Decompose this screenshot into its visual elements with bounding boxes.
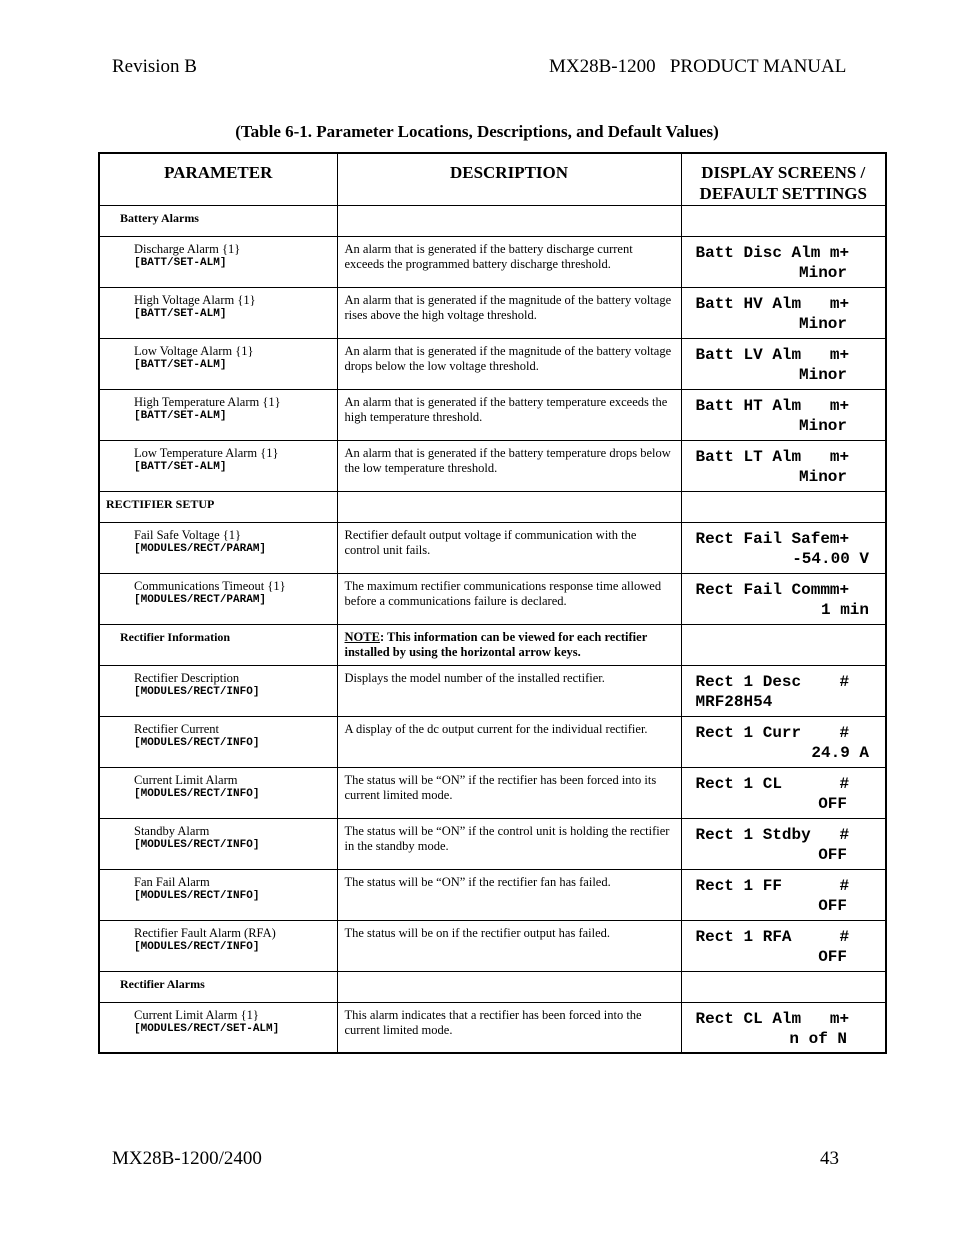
display-screen bbox=[682, 390, 886, 436]
table-row bbox=[99, 767, 886, 818]
menu-path: [MODULES/RECT/INFO] bbox=[134, 787, 260, 800]
section-row-rectifier-alarms bbox=[99, 971, 886, 1002]
display-screen bbox=[682, 717, 886, 763]
display-line2: 24.9 A bbox=[811, 743, 869, 762]
parameter-name: High Temperature Alarm {1} bbox=[134, 394, 281, 409]
section-row-battery-alarms bbox=[99, 205, 886, 236]
display-line1: Batt Disc Alm m+ bbox=[695, 243, 850, 262]
parameter-name: Communications Timeout {1} bbox=[134, 578, 286, 593]
menu-path: [MODULES/RECT/INFO] bbox=[134, 889, 260, 902]
display-line2: OFF bbox=[818, 794, 847, 813]
parameter-description: This alarm indicates that a rectifier has been forced into the current limited mode. bbox=[344, 1007, 642, 1037]
parameter-name: Fail Safe Voltage {1} bbox=[134, 527, 242, 542]
parameter-name: Rectifier Fault Alarm (RFA) bbox=[134, 925, 276, 940]
display-screen bbox=[682, 574, 886, 620]
display-line1: Rect 1 Curr # bbox=[695, 723, 850, 742]
parameter-name: Current Limit Alarm {1} bbox=[134, 1007, 259, 1022]
display-line2: MRF28H54 bbox=[695, 692, 773, 711]
table-row bbox=[99, 920, 886, 971]
section-label: Rectifier Information bbox=[120, 629, 231, 644]
header-revision: Revision B bbox=[112, 56, 197, 77]
display-screen bbox=[682, 339, 886, 385]
display-screen bbox=[682, 666, 886, 712]
section-row-rectifier-setup bbox=[99, 491, 886, 522]
display-line2: 1 min bbox=[820, 600, 869, 619]
menu-path: [MODULES/RECT/INFO] bbox=[134, 940, 260, 953]
parameter-description: A display of the dc output current for the individual rectifier. bbox=[344, 721, 648, 736]
parameter-description: The status will be “ON” if the rectifier fan has failed. bbox=[344, 874, 611, 889]
menu-path: [MODULES/RECT/INFO] bbox=[134, 736, 260, 749]
section-note bbox=[338, 625, 681, 660]
section-label: Battery Alarms bbox=[120, 210, 199, 225]
section-row-rectifier-information bbox=[99, 624, 886, 665]
display-line1: Rect 1 RFA # bbox=[695, 927, 850, 946]
table-row bbox=[99, 236, 886, 287]
display-line2: OFF bbox=[818, 896, 847, 915]
menu-path: [MODULES/RECT/SET-ALM] bbox=[134, 1022, 280, 1035]
display-line2: -54.00 V bbox=[792, 549, 869, 568]
menu-path: [MODULES/RECT/PARAM] bbox=[134, 593, 267, 606]
parameter-name: Low Voltage Alarm {1} bbox=[134, 343, 254, 358]
display-line2: OFF bbox=[818, 947, 847, 966]
display-line2: OFF bbox=[818, 845, 847, 864]
parameter-name: Fan Fail Alarm bbox=[134, 874, 210, 889]
display-line1: Rect Fail Commm+ bbox=[695, 580, 850, 599]
table-row bbox=[99, 440, 886, 491]
parameter-description: The status will be “ON” if the control unit is holding the rectifier in the standby mode. bbox=[344, 823, 670, 853]
footer-model: MX28B-1200/2400 bbox=[112, 1148, 262, 1169]
table-row bbox=[99, 869, 886, 920]
parameter-name: Standby Alarm bbox=[134, 823, 210, 838]
display-line1: Rect 1 FF # bbox=[695, 876, 850, 895]
parameter-description: The status will be on if the rectifier output has failed. bbox=[344, 925, 611, 940]
display-line2: Minor bbox=[798, 263, 847, 282]
table-row bbox=[99, 287, 886, 338]
display-line2: Minor bbox=[798, 365, 847, 384]
parameter-name: Low Temperature Alarm {1} bbox=[134, 445, 279, 460]
display-line1: Batt LT Alm m+ bbox=[695, 447, 850, 466]
section-label: Rectifier Alarms bbox=[120, 976, 205, 991]
parameter-name: Discharge Alarm {1} bbox=[134, 241, 241, 256]
page-number: 43 bbox=[820, 1148, 839, 1169]
table-row bbox=[99, 665, 886, 716]
display-line1: Batt HV Alm m+ bbox=[695, 294, 850, 313]
display-screen bbox=[682, 1003, 886, 1049]
table-row bbox=[99, 389, 886, 440]
table-row bbox=[99, 716, 886, 767]
column-header-display-line2: DEFAULT SETTINGS bbox=[699, 184, 867, 203]
display-line1: Rect Fail Safem+ bbox=[695, 529, 850, 548]
note-label: NOTE bbox=[344, 629, 380, 644]
menu-path: [MODULES/RECT/INFO] bbox=[134, 685, 260, 698]
menu-path: [BATT/SET-ALM] bbox=[134, 307, 227, 320]
table-row bbox=[99, 522, 886, 573]
table-row bbox=[99, 818, 886, 869]
parameter-name: Current Limit Alarm bbox=[134, 772, 238, 787]
parameter-description: An alarm that is generated if the battery discharge current exceeds the programmed battery discharge threshold. bbox=[344, 241, 633, 271]
parameter-name: High Voltage Alarm {1} bbox=[134, 292, 256, 307]
display-line1: Rect 1 Desc # bbox=[695, 672, 850, 691]
display-line1: Batt HT Alm m+ bbox=[695, 396, 850, 415]
menu-path: [BATT/SET-ALM] bbox=[134, 460, 227, 473]
display-screen bbox=[682, 288, 886, 334]
parameter-description: An alarm that is generated if the battery temperature drops below the low temperature threshold. bbox=[344, 445, 671, 475]
display-screen bbox=[682, 870, 886, 916]
section-label: RECTIFIER SETUP bbox=[106, 496, 215, 511]
parameter-description: An alarm that is generated if the magnitude of the battery voltage drops below the low voltage threshold. bbox=[344, 343, 672, 373]
parameter-description: Rectifier default output voltage if communication with the control unit fails. bbox=[344, 527, 637, 557]
display-line2: Minor bbox=[798, 314, 847, 333]
display-line1: Rect 1 CL # bbox=[695, 774, 850, 793]
display-screen bbox=[682, 768, 886, 814]
display-line2: n of N bbox=[789, 1029, 847, 1048]
note-text: : This information can be viewed for each rectifier installed by using the horizontal arrow keys. bbox=[344, 629, 648, 659]
menu-path: [BATT/SET-ALM] bbox=[134, 358, 227, 371]
parameter-name: Rectifier Current bbox=[134, 721, 220, 736]
display-line1: Rect CL Alm m+ bbox=[695, 1009, 850, 1028]
display-line1: Batt LV Alm m+ bbox=[695, 345, 850, 364]
menu-path: [BATT/SET-ALM] bbox=[134, 256, 227, 269]
menu-path: [MODULES/RECT/INFO] bbox=[134, 838, 260, 851]
display-line2: Minor bbox=[798, 467, 847, 486]
display-screen bbox=[682, 523, 886, 569]
display-screen bbox=[682, 921, 886, 967]
column-header-display bbox=[681, 153, 886, 205]
column-header-display-line1: DISPLAY SCREENS / bbox=[701, 163, 866, 182]
parameter-description: Displays the model number of the installed rectifier. bbox=[344, 670, 605, 685]
column-header-parameter: PARAMETER bbox=[99, 153, 337, 205]
display-screen bbox=[682, 819, 886, 865]
display-screen bbox=[682, 237, 886, 283]
table-row bbox=[99, 573, 886, 624]
parameter-description: The maximum rectifier communications response time allowed before a communications failure is declared. bbox=[344, 578, 662, 608]
table-row bbox=[99, 1002, 886, 1053]
parameter-name: Rectifier Description bbox=[134, 670, 240, 685]
display-line1: Rect 1 Stdby # bbox=[695, 825, 850, 844]
parameter-description: An alarm that is generated if the magnitude of the battery voltage rises above the high voltage threshold. bbox=[344, 292, 672, 322]
menu-path: [MODULES/RECT/PARAM] bbox=[134, 542, 267, 555]
header-manual-title: MX28B-1200 PRODUCT MANUAL bbox=[549, 56, 847, 77]
parameter-description: The status will be “ON” if the rectifier has been forced into its current limited mode. bbox=[344, 772, 657, 802]
parameter-table bbox=[98, 152, 887, 1054]
table-row bbox=[99, 338, 886, 389]
column-header-description: DESCRIPTION bbox=[337, 153, 681, 205]
table-header-row bbox=[99, 153, 886, 205]
display-screen bbox=[682, 441, 886, 487]
parameter-description: An alarm that is generated if the battery temperature exceeds the high temperature threshold. bbox=[344, 394, 668, 424]
display-line2: Minor bbox=[798, 416, 847, 435]
menu-path: [BATT/SET-ALM] bbox=[134, 409, 227, 422]
table-caption: (Table 6-1. Parameter Locations, Descriptions, and Default Values) bbox=[235, 122, 719, 141]
